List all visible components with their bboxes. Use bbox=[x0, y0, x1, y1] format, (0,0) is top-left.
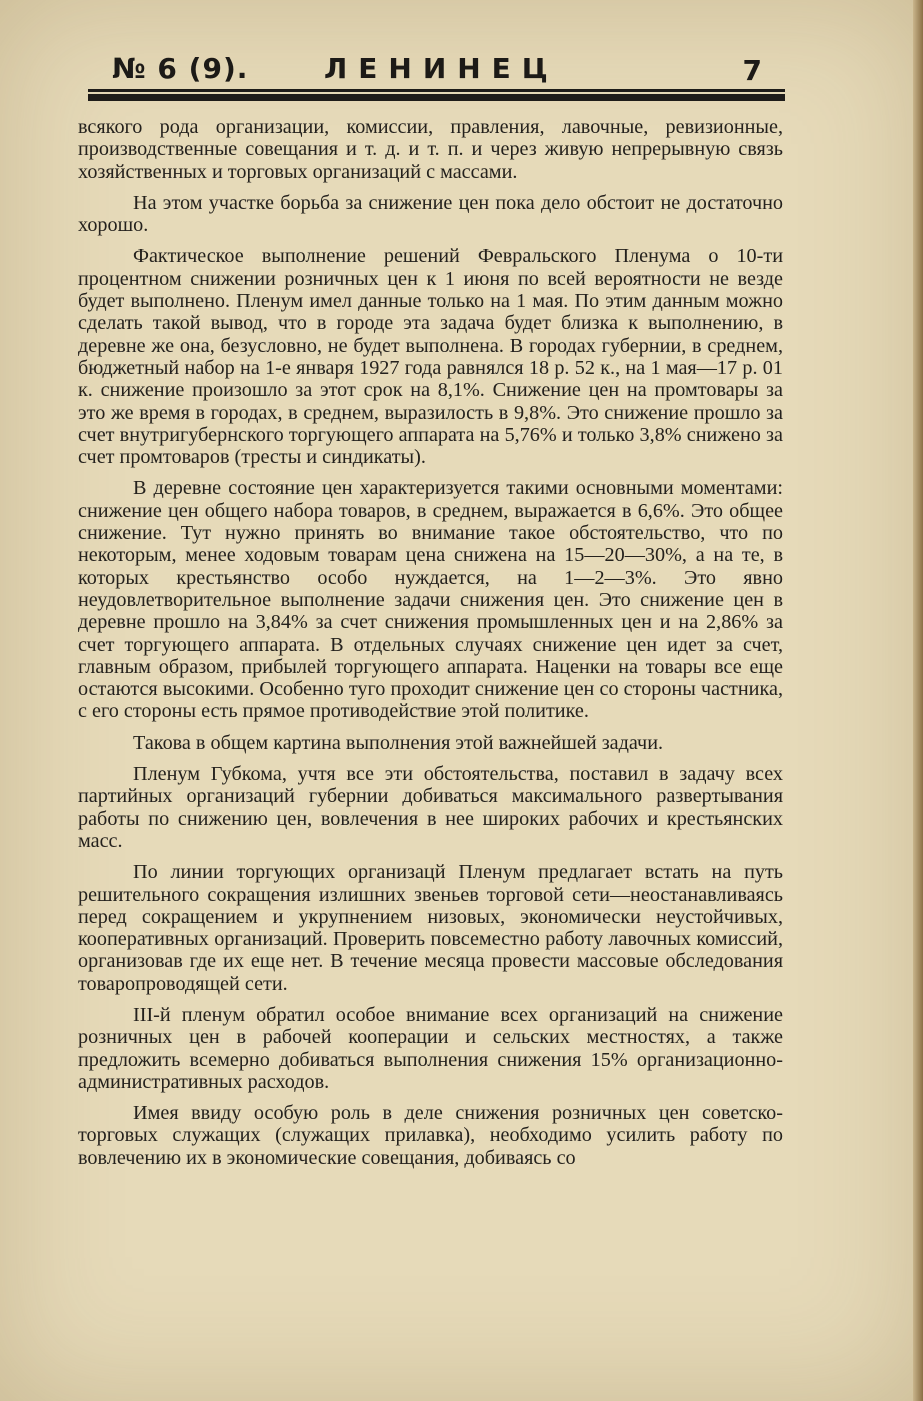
paragraph: III-й пленум обратил особое внимание всех организаций на снижение розничных цен в рабочей кооперации и сельских местностях, а также предложить всемерно добиваться выполнения снижения 15% организационно-административных расходов. bbox=[78, 1003, 783, 1093]
paragraph: Такова в общем картина выполнения этой важнейшей задачи. bbox=[133, 731, 664, 754]
paragraph: всякого рода организации, комиссии, правления, лавочные, ревизионные, производственные совещания и т. д. и т. п. и через живую непрерывную связь хозяйственных и торговых организаций с массами. bbox=[78, 116, 783, 183]
paragraph: Имея ввиду особую роль в деле снижения розничных цен советско-торговых служащих (служащих прилавка), необходимо усилить работу по вовлечению их в экономические совещания, добиваясь со bbox=[78, 1102, 783, 1169]
issue-number: № 6 (9). bbox=[112, 52, 249, 85]
header-rule-thin bbox=[88, 89, 785, 92]
page-number: 7 bbox=[742, 54, 762, 87]
paragraph: В деревне состояние цен характеризуется такими основными моментами: снижение цен общего набора товаров, в среднем, выражается в 6,6%. Это общее снижение. Тут нужно принять во внимание такое обстоятельство, что по некоторым, менее ходовым товарам цена снижена на 15—20—30%, а на те, в которых крестьянство особо нуждается, на 1—2—3%. Это явно неудовлетворительное выполнение задачи снижения цен. Это снижение цен в деревне прошло на 3,84% за счет снижения промышленных цен и на 2,86% за счет торгующего аппарата. В отдельных случаях снижение цен идет за счет, главным образом, прибылей торгующего аппарата. Наценки на товары все еще остаются высокими. Особенно туго проходит снижение цен со стороны частника, с его стороны есть прямое противодействие этой политике. bbox=[78, 477, 783, 723]
paragraph: Фактическое выполнение решений Февральского Пленума о 10-ти процентном снижении розничных цен к 1 июня по всей вероятности не везде будет выполнено. Пленум имел данные только на 1 мая. По этим данным можно сделать такой вывод, что в городе эта задача будет близка к выполнению, в деревне же она, безусловно, не будет выполнена. В городах губернии, в среднем, бюджетный набор на 1-е января 1927 года равнялся 18 р. 52 к., на 1 мая—17 р. 01 к. снижение произошло за этот срок на 8,1%. Снижение цен на промтовары за это же время в городах, в среднем, выразилость в 9,8%. Это снижение прошло за счет внутригубернского торгующего аппарата на 5,76% и только 3,8% снижено за счет промтоваров (тресты и синдикаты). bbox=[78, 245, 783, 469]
running-header bbox=[112, 52, 762, 92]
article-body bbox=[78, 116, 783, 1178]
paragraph: На этом участке борьба за снижение цен пока дело обстоит не достаточно хорошо. bbox=[78, 191, 783, 237]
paragraph: По линии торгующих организацй Пленум предлагает встать на путь решительного сокращения излишних звеньев торговой сети—неостанавливаясь перед сокращением и укрупнением низовых, экономически неустойчивых, кооперативных организаций. Проверить повсеместно работу лавочных комиссий, организовав где их еще нет. В течение месяца провести массовые обследования товаропроводящей сети. bbox=[78, 861, 783, 995]
paragraph: Пленум Губкома, учтя все эти обстоятельства, поставил в задачу всех партийных организаций губернии добиваться максимального развертывания работы по снижению цен, вовлечения в нее широких рабочих и крестьянских масс. bbox=[78, 763, 783, 852]
header-rule-thick bbox=[88, 94, 785, 101]
newspaper-title: ЛЕНИНЕЦ bbox=[324, 52, 559, 85]
page-edge bbox=[913, 0, 923, 1401]
